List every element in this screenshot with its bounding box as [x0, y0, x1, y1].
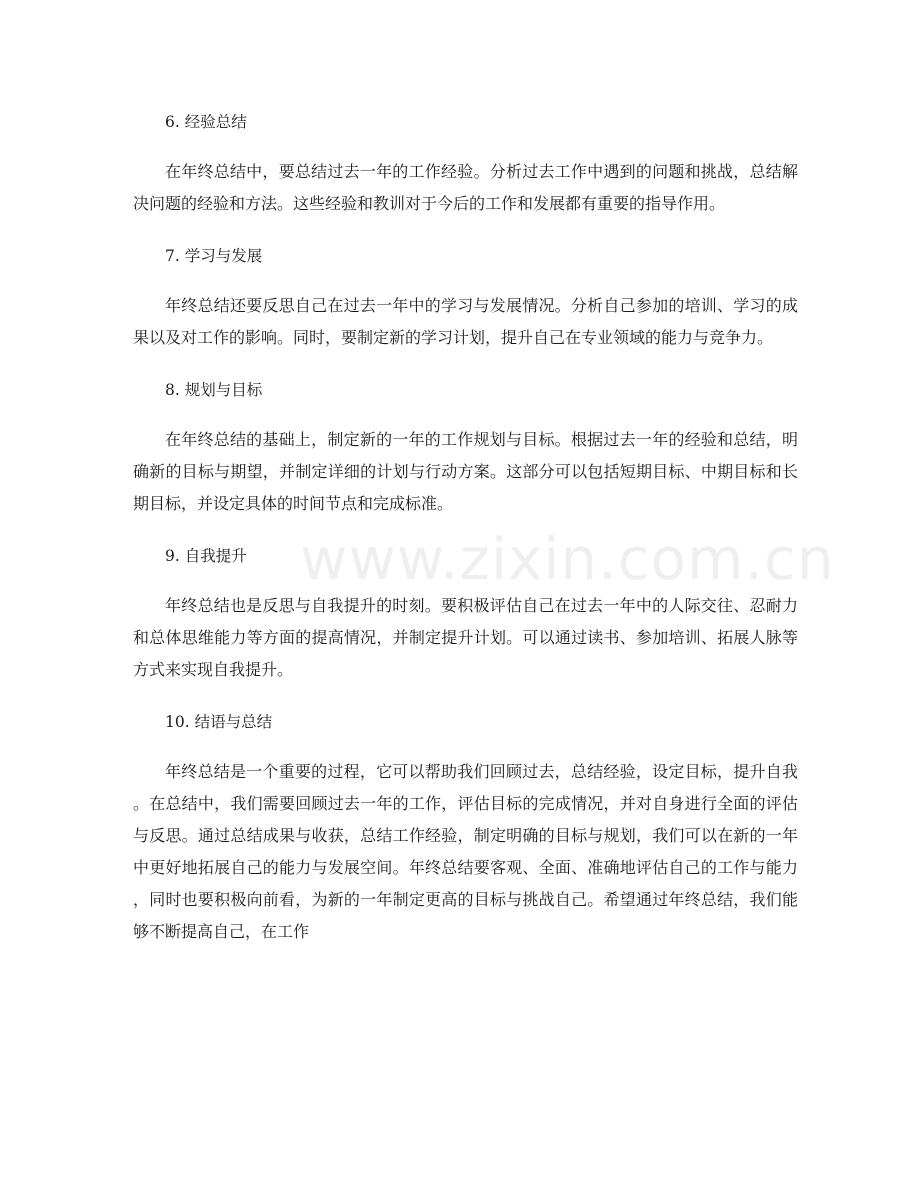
section-planning-goals [133, 372, 798, 520]
watermark: www.zixin.com.cn [300, 525, 835, 593]
document-body [133, 104, 798, 966]
section-heading: 9. 自我提升 [165, 547, 247, 565]
section-learning-development [133, 238, 798, 354]
section-heading: 8. 规划与目标 [165, 381, 263, 399]
section-paragraph: 年终总结是一个重要的过程，它可以帮助我们回顾过去，总结经验，设定目标，提升自我。在总结中，我们需要回顾过去一年的工作，评估目标的完成情况，并对自身进行全面的评估与反思。通过总结成果与收获，总结工作经验，制定明确的目标与规划，我们可以在新的一年中更好地拓展自己的能力与发展空间。年终总结要客观、全面、准确地评估自己的工作与能力，同时也要积极向前看，为新的一年制定更高的目标与挑战自己。希望通过年终总结，我们能够不断提高自己，在工作 [133, 762, 798, 941]
section-heading: 10. 结语与总结 [165, 713, 273, 731]
section-conclusion [133, 704, 798, 948]
section-heading: 7. 学习与发展 [165, 247, 263, 265]
section-paragraph: 在年终总结中，要总结过去一年的工作经验。分析过去工作中遇到的问题和挑战，总结解决问题的经验和方法。这些经验和教训对于今后的工作和发展都有重要的指导作用。 [133, 162, 798, 213]
section-paragraph: 年终总结也是反思与自我提升的时刻。要积极评估自己在过去一年中的人际交往、忍耐力和总体思维能力等方面的提高情况，并制定提升计划。可以通过读书、参加培训、拓展人脉等方式来实现自我提升。 [133, 596, 798, 679]
section-experience-summary [133, 104, 798, 220]
section-paragraph: 年终总结还要反思自己在过去一年中的学习与发展情况。分析自己参加的培训、学习的成果以及对工作的影响。同时，要制定新的学习计划，提升自己在专业领域的能力与竞争力。 [133, 296, 798, 347]
section-heading: 6. 经验总结 [165, 113, 247, 131]
section-self-improvement [133, 538, 798, 686]
section-paragraph: 在年终总结的基础上，制定新的一年的工作规划与目标。根据过去一年的经验和总结，明确新的目标与期望，并制定详细的计划与行动方案。这部分可以包括短期目标、中期目标和长期目标，并设定具体的时间节点和完成标准。 [133, 430, 798, 513]
